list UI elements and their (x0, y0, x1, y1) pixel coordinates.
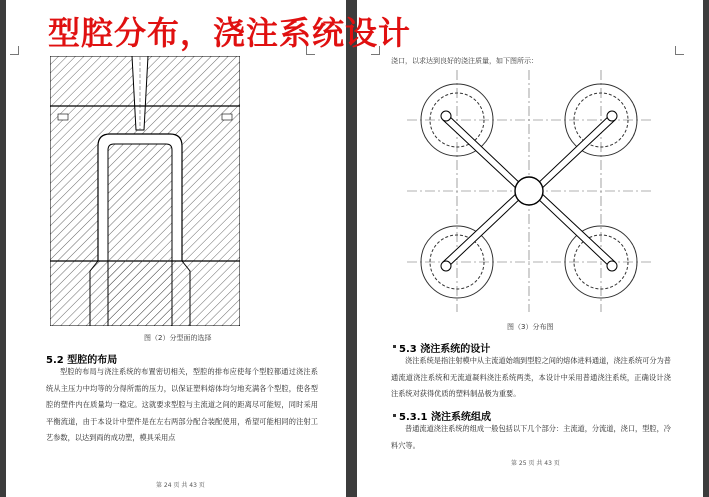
figure-caption: 图（2）分型面的选择 (144, 334, 212, 342)
document-page-left (6, 0, 346, 497)
subsection-paragraph (391, 421, 671, 454)
subsection-heading: 5.3.1 浇注系统组成 (399, 412, 491, 423)
section-heading: 5.3 浇注系统的设计 (399, 344, 491, 355)
heading-bullet (393, 414, 396, 417)
paragraph-text: 普通流道浇注系统的组成一般包括以下几个部分：主流道，分流道，浇口，型腔，冷料穴等。 (391, 424, 671, 450)
section-paragraph (46, 364, 318, 447)
document-page-right (357, 0, 703, 497)
heading-bullet (393, 345, 396, 348)
page-corner-mark (10, 46, 19, 55)
section-paragraph (391, 353, 671, 403)
page-footer: 第 24 页 共 43 页 (156, 482, 205, 489)
parting-surface-figure (50, 56, 240, 326)
overlay-title: 型腔分布，浇注系统设计 (48, 14, 412, 52)
top-paragraph-line: 浇口，以求达到良好的浇注质量，如下图所示： (391, 57, 538, 65)
page-footer: 第 25 页 共 43 页 (511, 460, 560, 467)
section-heading: 5.2 型腔的布局 (46, 355, 118, 366)
page-corner-mark (675, 46, 684, 55)
paragraph-text: 型腔的布局与浇注系统的布置密切相关，型腔的排布应使每个型腔都通过浇注系统从主压力中均等的分得所需的压力，以保证塑料熔体均匀地充满各个型腔，使各型腔的塑件内在质量均一稳定。这就要求型腔与主流道之间的距离尽可能短，同时采用平衡流道，由于本设计中塑件是在左右两部分配合装配使用，希望可能相同的注射工艺参数，以达到両的成功塑，模具采用点 (46, 367, 318, 442)
paragraph-text: 浇注系统是指注射模中从主流道始端到型腔之间的熔体进料通道，浇注系统可分为普通流道浇注系统和无流道凝料浇注系统两类，本设计中采用普通浇注系统，正确设计浇注系统对获得优质的塑料制品极为重要。 (391, 356, 671, 398)
figure-caption: 图（3）分布图 (507, 323, 554, 331)
cavity-distribution-figure (407, 70, 652, 312)
